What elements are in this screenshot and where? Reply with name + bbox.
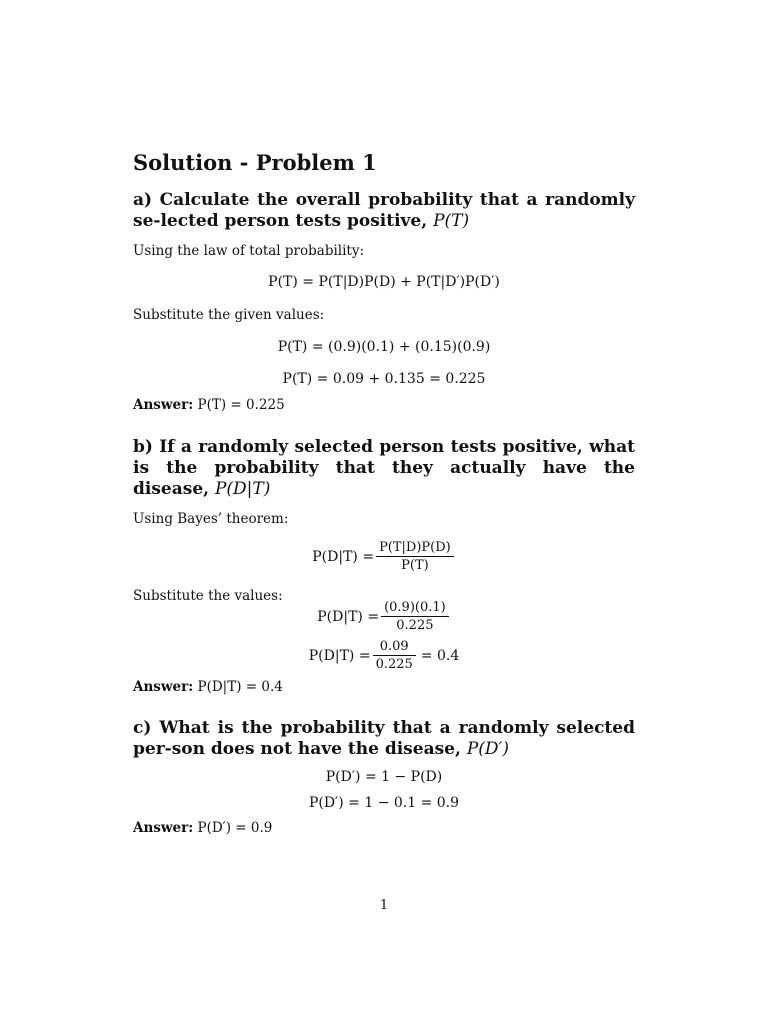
- part-a-answer-label: Answer:: [133, 397, 194, 413]
- part-b-answer-label: Answer:: [133, 679, 194, 695]
- part-b-eq3-denominator: 0.225: [375, 657, 413, 672]
- part-b-heading-math: P(D|T): [214, 479, 271, 499]
- part-b-answer: [133, 679, 635, 695]
- part-a-answer: [133, 397, 635, 413]
- part-a-equation-1: P(T) = P(T|D)P(D) + P(T|D′)P(D′): [268, 274, 500, 290]
- part-c-heading: [133, 718, 635, 760]
- part-b-eq2-lhs: P(D|T) =: [317, 608, 380, 625]
- part-b-equation-2: [133, 599, 635, 634]
- part-b-intro: Using Bayes’ theorem:: [133, 511, 289, 527]
- part-b-equation-3: [133, 638, 635, 673]
- part-b-eq2-fraction: [381, 599, 449, 634]
- part-c-equation-1: P(D′) = 1 − P(D): [325, 769, 443, 785]
- part-c-heading-text: c) What is the probability that a randomly selected per-son does not have the disease,: [133, 718, 635, 759]
- part-b-eq3-fraction: [373, 638, 416, 673]
- part-c-answer-label: Answer:: [133, 820, 194, 836]
- part-a-intro: Using the law of total probability:: [133, 243, 365, 259]
- part-b-heading-text: b) If a randomly selected person tests positive, what is the probability that they actually have the disease,: [133, 437, 635, 499]
- part-b-eq2-denominator: 0.225: [396, 618, 434, 633]
- part-b-eq3-rhs: = 0.4: [420, 647, 460, 664]
- part-b-eq1-numerator: P(T|D)P(D): [376, 539, 454, 557]
- part-b-answer-value: P(D|T) = 0.4: [197, 679, 283, 695]
- part-a-answer-value: P(T) = 0.225: [197, 397, 285, 413]
- part-b-eq2-numerator: (0.9)(0.1): [381, 599, 449, 617]
- part-c-answer: [133, 820, 635, 836]
- part-a-equation-3: P(T) = 0.09 + 0.135 = 0.225: [282, 371, 486, 387]
- part-a-heading: [133, 190, 635, 232]
- part-a-equation-2: P(T) = (0.9)(0.1) + (0.15)(0.9): [277, 339, 491, 355]
- page-title: Solution - Problem 1: [133, 150, 377, 175]
- part-b-heading: [133, 437, 635, 500]
- page-number: 1: [379, 898, 389, 913]
- part-a-heading-text: a) Calculate the overall probability that a randomly se-lected person tests positive,: [133, 190, 635, 231]
- part-b-eq3-lhs: P(D|T) =: [308, 647, 371, 664]
- part-b-eq1-denominator: P(T): [401, 558, 429, 573]
- part-c-heading-math: P(D′): [466, 739, 510, 759]
- part-b-eq1-fraction: [376, 539, 454, 574]
- part-a-heading-math: P(T): [433, 211, 470, 231]
- part-b-substitute-text: Substitute the values:: [133, 588, 283, 604]
- part-b-equation-1: [133, 539, 635, 574]
- part-a-substitute-text: Substitute the given values:: [133, 307, 325, 323]
- part-c-equation-2: P(D′) = 1 − 0.1 = 0.9: [308, 795, 460, 811]
- part-b-eq3-numerator: 0.09: [373, 638, 416, 656]
- part-b-eq1-lhs: P(D|T) =: [312, 548, 375, 565]
- part-c-answer-value: P(D′) = 0.9: [197, 820, 273, 836]
